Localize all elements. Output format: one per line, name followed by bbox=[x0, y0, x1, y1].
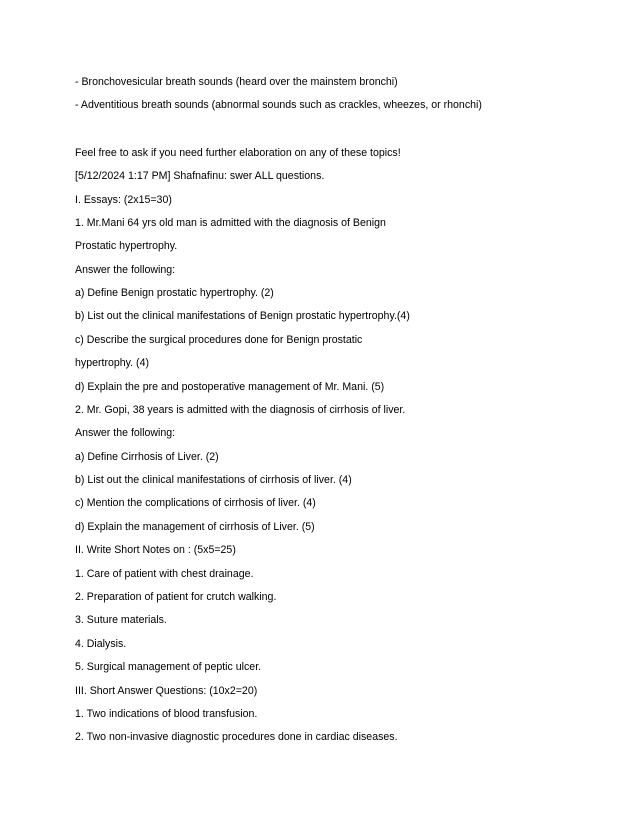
text-line: 2. Mr. Gopi, 38 years is admitted with the diagnosis of cirrhosis of liver. bbox=[75, 404, 406, 416]
text-line: 2. Two non-invasive diagnostic procedures done in cardiac diseases. bbox=[75, 731, 398, 743]
section-heading: III. Short Answer Questions: (10x2=20) bbox=[75, 685, 258, 697]
text-line: Prostatic hypertrophy. bbox=[75, 240, 178, 252]
text-line: Answer the following: bbox=[75, 264, 176, 276]
text-line: 5. Surgical management of peptic ulcer. bbox=[75, 661, 262, 673]
text-line: c) Mention the complications of cirrhosis of liver. (4) bbox=[75, 497, 316, 509]
text-line: Answer the following: bbox=[75, 427, 176, 439]
text-line: d) Explain the pre and postoperative management of Mr. Mani. (5) bbox=[75, 381, 385, 393]
text-line: Feel free to ask if you need further elaboration on any of these topics! bbox=[75, 147, 401, 159]
text-line: 1. Two indications of blood transfusion. bbox=[75, 708, 258, 720]
section-heading: II. Write Short Notes on : (5x5=25) bbox=[75, 544, 236, 556]
text-line: b) List out the clinical manifestations of cirrhosis of liver. (4) bbox=[75, 474, 352, 486]
text-line: 4. Dialysis. bbox=[75, 638, 127, 650]
text-line: 3. Suture materials. bbox=[75, 614, 167, 626]
text-line: a) Define Cirrhosis of Liver. (2) bbox=[75, 451, 219, 463]
text-line: 2. Preparation of patient for crutch walking. bbox=[75, 591, 277, 603]
text-line: d) Explain the management of cirrhosis of Liver. (5) bbox=[75, 521, 315, 533]
text-line: a) Define Benign prostatic hypertrophy. (2) bbox=[75, 287, 274, 299]
text-line: b) List out the clinical manifestations of Benign prostatic hypertrophy.(4) bbox=[75, 310, 410, 322]
text-line: - Adventitious breath sounds (abnormal sounds such as crackles, wheezes, or rhonchi) bbox=[75, 99, 482, 111]
section-heading: I. Essays: (2x15=30) bbox=[75, 194, 172, 206]
text-line: [5/12/2024 1:17 PM] Shafnafinu: swer ALL questions. bbox=[75, 170, 325, 182]
text-line: - Bronchovesicular breath sounds (heard over the mainstem bronchi) bbox=[75, 76, 398, 88]
text-line: c) Describe the surgical procedures done for Benign prostatic bbox=[75, 334, 363, 346]
text-line: hypertrophy. (4) bbox=[75, 357, 149, 369]
text-line: 1. Care of patient with chest drainage. bbox=[75, 568, 254, 580]
text-line: 1. Mr.Mani 64 yrs old man is admitted with the diagnosis of Benign bbox=[75, 217, 386, 229]
